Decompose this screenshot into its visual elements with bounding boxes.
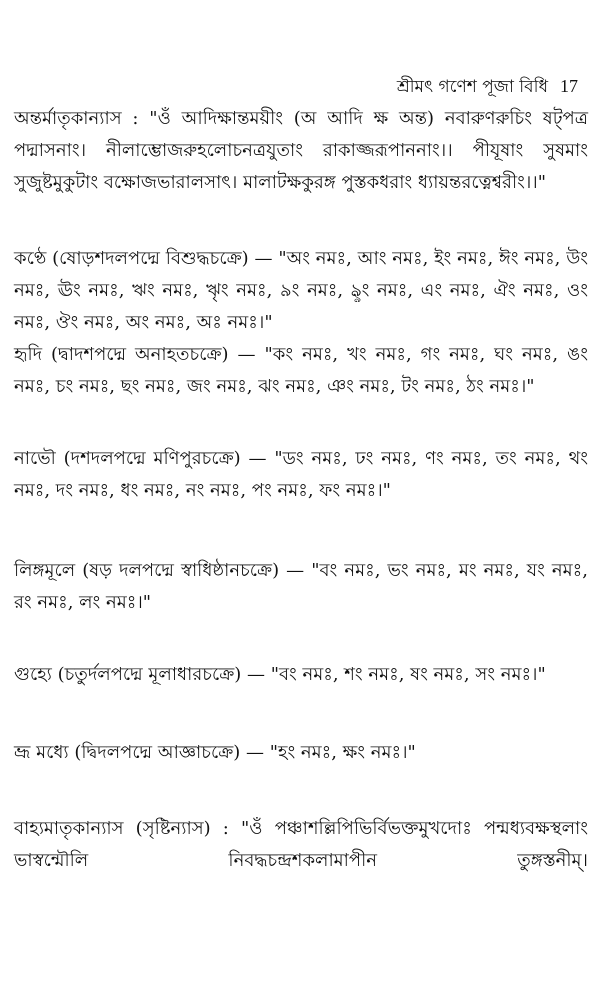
paragraph-bahya-matrika-nyasa: বাহ্যমাতৃকান্যাস (সৃষ্টিন্যাস) : "ওঁ পঞ্চাশল্লিপিভির্বিভক্তমুখদোঃ পন্মধ্যবক্ষস্থলাং ভাস্বন্মৌলি নিবদ্ধচন্দ্রশকলামাপীন তুঙ্গস্তনীম্। [14,818,588,871]
paragraph-kanthe: কণ্ঠে (ষোড়শদলপদ্মে বিশুদ্ধচক্রে) — "অং নমঃ, আং নমঃ, ইং নমঃ, ঈং নমঃ, উং নমঃ, ঊং নমঃ, ঋং নমঃ, ৠং নমঃ, ৯ং নমঃ, ৡং নমঃ, এং নমঃ, ঐং নমঃ, ওং নমঃ, ঔং নমঃ, অং নমঃ, অঃ নমঃ।" [14,248,588,333]
body-text [14,103,588,877]
paragraph-bhru-madhye: ভ্রূ মধ্যে (দ্বিদলপদ্মে আজ্ঞাচক্রে) — "হং নমঃ, ক্ষং নমঃ।" [14,742,416,763]
running-header [397,74,578,102]
paragraph-hridi: হৃদি (দ্বাদশপদ্মে অনাহতচক্রে) — "কং নমঃ, খং নমঃ, গং নমঃ, ঘং নমঃ, ঙং নমঃ, চং নমঃ, ছং নমঃ, জং নমঃ, ঝং নমঃ, ঞং নমঃ, টং নমঃ, ঠং নমঃ।" [14,344,588,397]
paragraph-antarmatrika-nyasa: অন্তর্মাতৃকান্যাস : "ওঁ আদিক্ষান্তময়ীং (অ আদি ক্ষ অন্ত) নবারুণরুচিং ষট্পত্র পদ্মাসনাং। নীলাম্ভোজরুহলোচনত্রযুতাং রাকাজ্জরূপাননাং।। পীযূষাং সুষমাং সুজুষ্টমুকুটাং বক্ষোজভারালসাৎ। মালাটক্ষকুরঙ্গ পুস্তকধরাং ধ্যায়ন্তরত্নেশ্বরীং।।" [14,108,588,193]
paragraph-lingamule: লিঙ্গমূলে (ষড় দলপদ্মে স্বাধিষ্ঠানচক্রে) — "বং নমঃ, ভং নমঃ, মং নমঃ, যং নমঃ, রং নমঃ, লং নমঃ।" [14,560,588,613]
paragraph-guhye: গুহ্যে (চতুর্দলপদ্মে মূলাধারচক্রে) — "বং নমঃ, শং নমঃ, ষং নমঃ, সং নমঃ।" [14,664,546,685]
page-number: 17 [560,76,578,96]
running-title: শ্রীমৎ গণেশ পূজা বিধি [396,77,548,97]
paragraph-nabhau: নাভৌ (দশদলপদ্মে মণিপুরচক্রে) — "ডং নমঃ, ঢং নমঃ, ণং নমঃ, তং নমঃ, থং নমঃ, দং নমঃ, ধং নমঃ, নং নমঃ, পং নমঃ, ফং নমঃ।" [14,448,588,501]
